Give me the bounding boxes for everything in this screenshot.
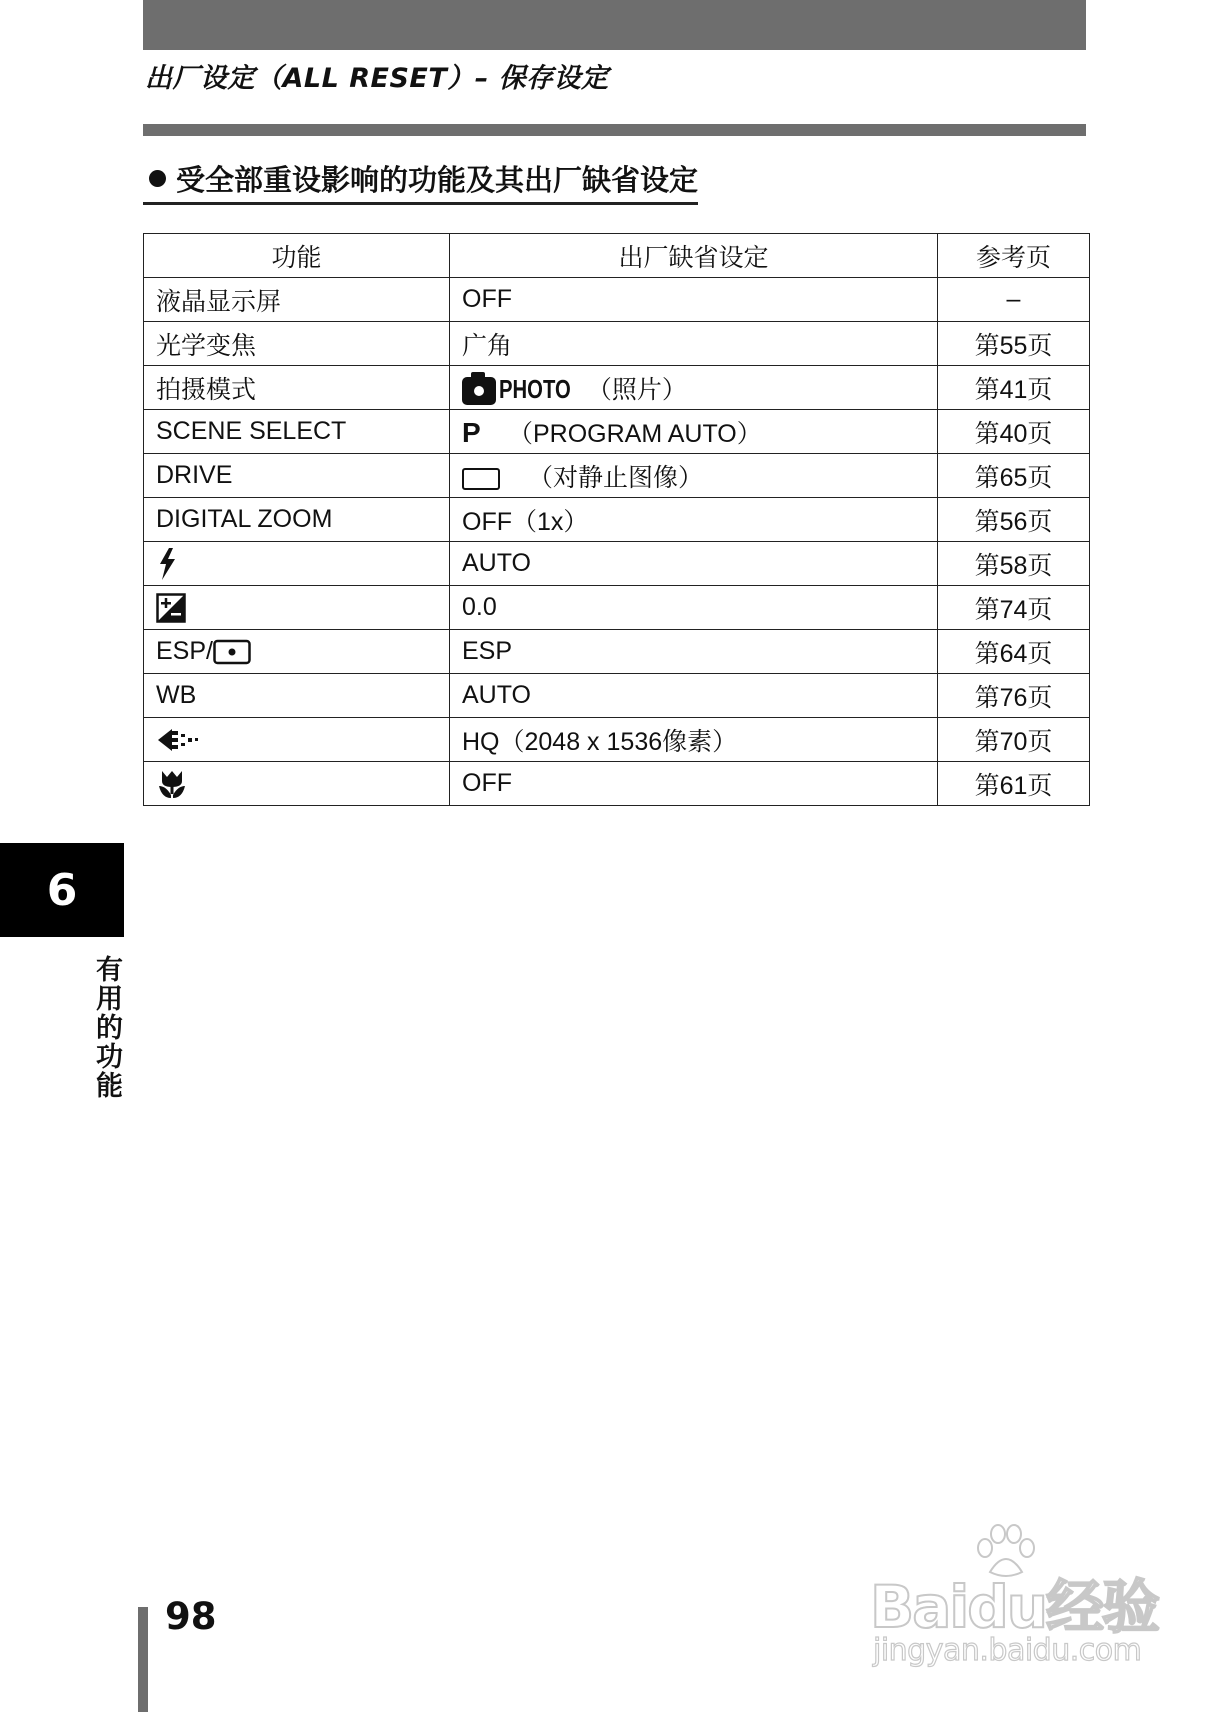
function-cell (144, 718, 450, 762)
setting-cell: 广角 (450, 322, 938, 366)
ref-page-cell: 第40页 (938, 410, 1090, 454)
setting-text: （对静止图像） (528, 463, 704, 492)
program-mode-icon: P (462, 416, 481, 448)
function-cell (144, 762, 450, 806)
header-bar (143, 0, 1086, 50)
table-row (144, 278, 1090, 322)
function-text: ESP/ (156, 637, 213, 665)
ref-page-cell: 第55页 (938, 322, 1090, 366)
ref-page-cell: 第58页 (938, 542, 1090, 586)
ref-page-cell: 第70页 (938, 718, 1090, 762)
macro-icon (156, 768, 188, 800)
ref-page-cell: 第41页 (938, 366, 1090, 410)
ref-page-cell: 第64页 (938, 630, 1090, 674)
ref-page-cell: – (938, 278, 1090, 322)
table-row (144, 498, 1090, 542)
page-number: 98 (165, 1595, 217, 1638)
watermark (870, 1520, 1170, 1670)
function-cell: DIGITAL ZOOM (144, 498, 450, 542)
ref-page-cell: 第56页 (938, 498, 1090, 542)
record-mode-icon (156, 726, 200, 754)
setting-cell: AUTO (450, 542, 938, 586)
function-cell: SCENE SELECT (144, 410, 450, 454)
table-row (144, 322, 1090, 366)
function-cell (144, 586, 450, 630)
function-cell: 光学变焦 (144, 322, 450, 366)
function-cell: DRIVE (144, 454, 450, 498)
photo-mode-label: PHOTO (499, 373, 571, 404)
watermark-url: jingyan.baidu.com (873, 1633, 1142, 1668)
table-row (144, 762, 1090, 806)
column-header: 出厂缺省设定 (450, 234, 938, 278)
table-row (144, 366, 1090, 410)
table-row (144, 410, 1090, 454)
watermark-brand: Baidu经验 (870, 1573, 1159, 1641)
function-cell (144, 630, 450, 674)
setting-cell (450, 410, 938, 454)
section-heading (143, 158, 698, 205)
setting-text: （照片） (586, 375, 687, 404)
setting-cell: ESP (450, 630, 938, 674)
column-header: 功能 (144, 234, 450, 278)
single-frame-icon (462, 468, 500, 490)
flash-icon (156, 547, 178, 581)
page-number-bar (138, 1607, 148, 1712)
setting-cell: AUTO (450, 674, 938, 718)
table-row (144, 674, 1090, 718)
function-cell (144, 542, 450, 586)
header-rule (143, 124, 1086, 136)
ref-page-cell: 第65页 (938, 454, 1090, 498)
table-row (144, 586, 1090, 630)
setting-cell: 0.0 (450, 586, 938, 630)
section-heading-text: 受全部重设影响的功能及其出厂缺省设定 (176, 163, 699, 197)
function-cell: 拍摄模式 (144, 366, 450, 410)
camera-photo-icon (462, 377, 496, 405)
setting-cell (450, 454, 938, 498)
table-row (144, 542, 1090, 586)
ref-page-cell: 第76页 (938, 674, 1090, 718)
exposure-compensation-icon (156, 593, 186, 623)
table-row (144, 454, 1090, 498)
setting-text: （PROGRAM AUTO） (508, 419, 762, 448)
bullet-icon (149, 170, 166, 187)
spot-metering-icon (213, 639, 251, 665)
page-header-title: 出厂设定（ALL RESET）– 保存设定 (145, 63, 609, 94)
reset-defaults-table (143, 233, 1090, 806)
column-header: 参考页 (938, 234, 1090, 278)
table-header-row (144, 234, 1090, 278)
setting-cell: OFF（1x） (450, 498, 938, 542)
table-row (144, 718, 1090, 762)
ref-page-cell: 第74页 (938, 586, 1090, 630)
ref-page-cell: 第61页 (938, 762, 1090, 806)
setting-cell: OFF (450, 762, 938, 806)
function-cell: 液晶显示屏 (144, 278, 450, 322)
setting-cell: HQ（2048 x 1536像素） (450, 718, 938, 762)
table-row (144, 630, 1090, 674)
setting-cell (450, 366, 938, 410)
setting-cell: OFF (450, 278, 938, 322)
function-cell: WB (144, 674, 450, 718)
chapter-title: 有用的功能 (91, 955, 122, 1100)
chapter-number: 6 (46, 864, 78, 916)
